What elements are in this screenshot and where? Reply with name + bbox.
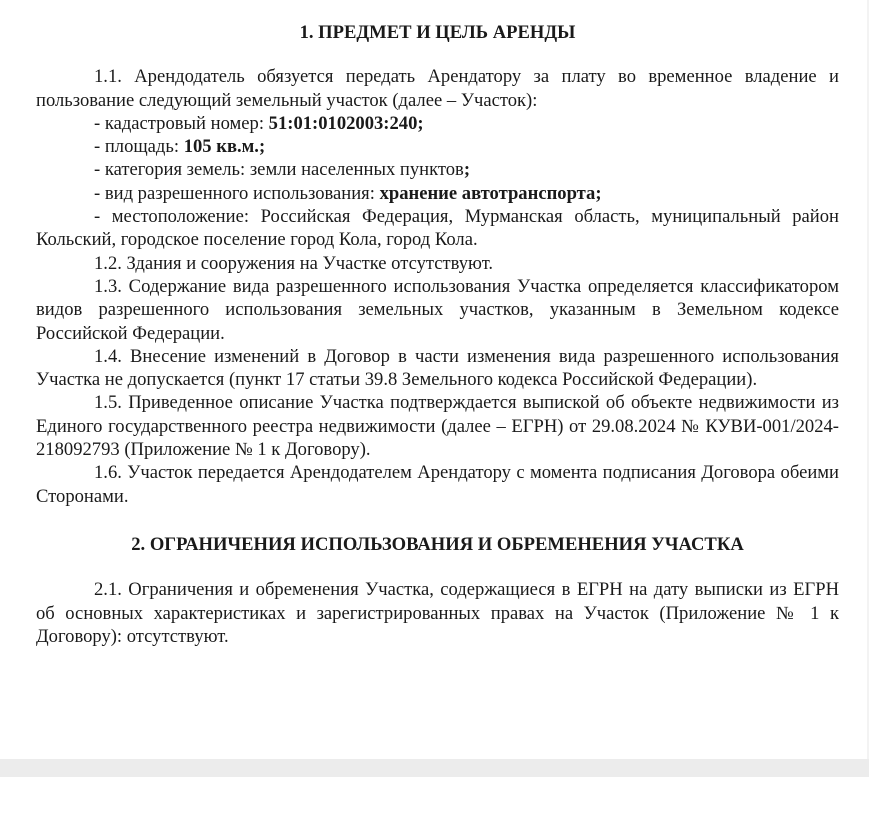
clause-1-3: 1.3. Содержание вида разрешенного использования Участка определяется классификатором видов разрешенного использования земельных участков, указанным в Земельном кодексе Российской Федерации.: [36, 275, 839, 344]
cadastral-label: - кадастровый номер:: [94, 112, 269, 134]
clause-1-4: 1.4. Внесение изменений в Договор в части изменения вида разрешенного использования Участка не допускается (пункт 17 статьи 39.8 Земельного кодекса Российской Федерации).: [36, 345, 839, 391]
document-page: [36, 0, 839, 648]
page-footer-band: [0, 759, 869, 777]
area-value: 105 кв.м.;: [183, 136, 266, 158]
item-permitted-use: [36, 182, 839, 205]
use-value: хранение автотранспорта;: [379, 182, 602, 204]
category-label: - категория земель: земли населенных пунктов: [94, 159, 464, 181]
cadastral-value: 51:01:0102003:240;: [268, 112, 424, 134]
section-1-heading: 1. ПРЕДМЕТ И ЦЕЛЬ АРЕНДЫ: [299, 22, 576, 43]
clause-1-5: 1.5. Приведенное описание Участка подтверждается выпиской об объекте недвижимости из Единого государственного реестра недвижимости (далее – ЕГРН) от 29.08.2024 № КУВИ-001/2024-218092793 (Приложение № 1 к Договору).: [36, 392, 839, 461]
item-location: - местоположение: Российская Федерация, Мурманская область, муниципальный район Кольский, городское поселение город Кола, город Кола.: [36, 206, 839, 251]
item-area: [36, 135, 839, 158]
clause-1-6: 1.6. Участок передается Арендодателем Арендатору с момента подписания Договора обеими Сторонами.: [36, 462, 839, 507]
clause-1-2: 1.2. Здания и сооружения на Участке отсутствуют.: [94, 252, 494, 274]
clause-2-1: 2.1. Ограничения и обременения Участка, содержащиеся в ЕГРН на дату выписки из ЕГРН об основных характеристиках и зарегистрированных правах на Участок (Приложение № 1 к Договору): отсутствуют.: [36, 579, 839, 647]
section-2-heading: 2. ОГРАНИЧЕНИЯ ИСПОЛЬЗОВАНИЯ И ОБРЕМЕНЕНИЯ УЧАСТКА: [131, 533, 744, 555]
item-cadastral-number: [36, 112, 839, 135]
item-land-category: [36, 158, 839, 181]
category-end: ;: [463, 159, 471, 181]
area-label: - площадь:: [94, 136, 184, 158]
clause-1-1: 1.1. Арендодатель обязуется передать Арендатору за плату во временное владение и пользование следующий земельный участок (далее – Участок):: [36, 66, 839, 111]
use-label: - вид разрешенного использования:: [94, 182, 380, 204]
